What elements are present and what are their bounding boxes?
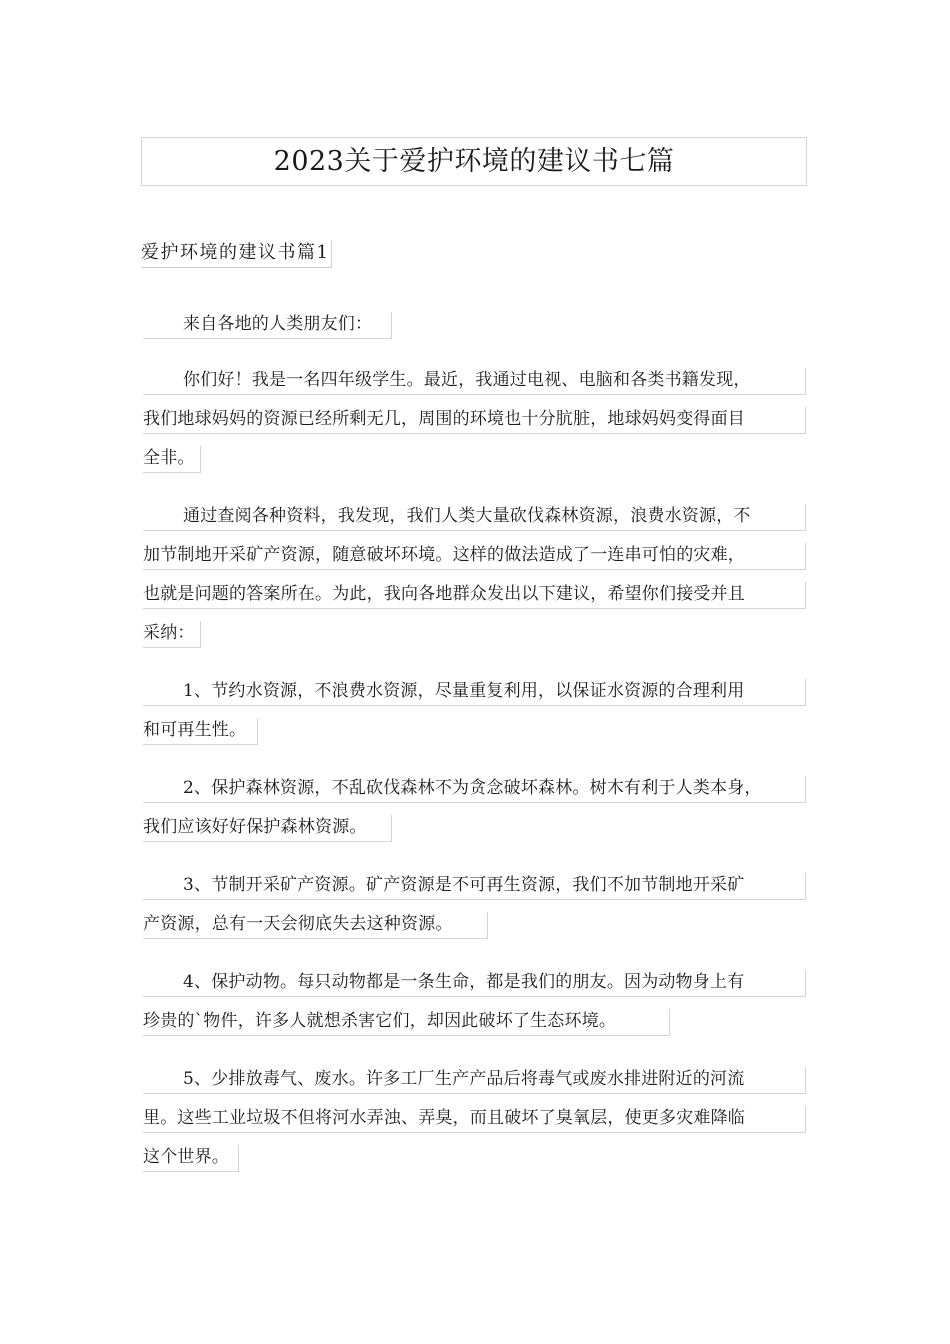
document-title: 2023关于爱护环境的建议书七篇 [273,146,675,177]
list-item-line: 珍贵的`物件，许多人就想杀害它们，却因此破坏了生态环境。 [143,1009,670,1036]
section-heading: 爱护环境的建议书篇1 [141,240,332,268]
list-item-line: 4、保护动物。每只动物都是一条生命，都是我们的朋友。因为动物身上有 [143,970,806,997]
list-item-line: 3、节制开采矿产资源。矿产资源是不可再生资源，我们不加节制地开采矿 [143,873,806,900]
list-item-line: 产资源，总有一天会彻底失去这种资源。 [143,912,488,939]
list-item-line: 1、节约水资源，不浪费水资源，尽量重复利用，以保证水资源的合理利用 [143,679,806,706]
list-item-line: 5、少排放毒气、废水。许多工厂生产产品后将毒气或废水排进附近的河流 [143,1067,806,1094]
text-line: 我们地球妈妈的资源已经所剩无几，周围的环境也十分肮脏，地球妈妈变得面目 [143,407,806,434]
text-line: 来自各地的人类朋友们： [143,312,392,339]
text-line: 也就是问题的答案所在。为此，我向各地群众发出以下建议，希望你们接受并且 [143,582,806,609]
list-item-line: 2、保护森林资源，不乱砍伐森林不为贪念破坏森林。树木有利于人类本身， [143,776,806,803]
text-line: 全非。 [143,446,201,473]
list-item-line: 我们应该好好保护森林资源。 [143,815,392,842]
text-line: 加节制地开采矿产资源，随意破坏环境。这样的做法造成了一连串可怕的灾难， [143,543,806,570]
list-item-line: 和可再生性。 [143,718,258,745]
list-item-line: 里。这些工业垃圾不但将河水弄浊、弄臭，而且破坏了臭氧层，使更多灾难降临 [143,1106,806,1133]
title-box [141,137,807,186]
text-line: 通过查阅各种资料，我发现，我们人类大量砍伐森林资源，浪费水资源，不 [143,504,806,531]
list-item-line: 这个世界。 [143,1145,239,1172]
text-line: 你们好！我是一名四年级学生。最近，我通过电视、电脑和各类书籍发现， [143,368,806,395]
text-line: 采纳： [143,621,201,648]
